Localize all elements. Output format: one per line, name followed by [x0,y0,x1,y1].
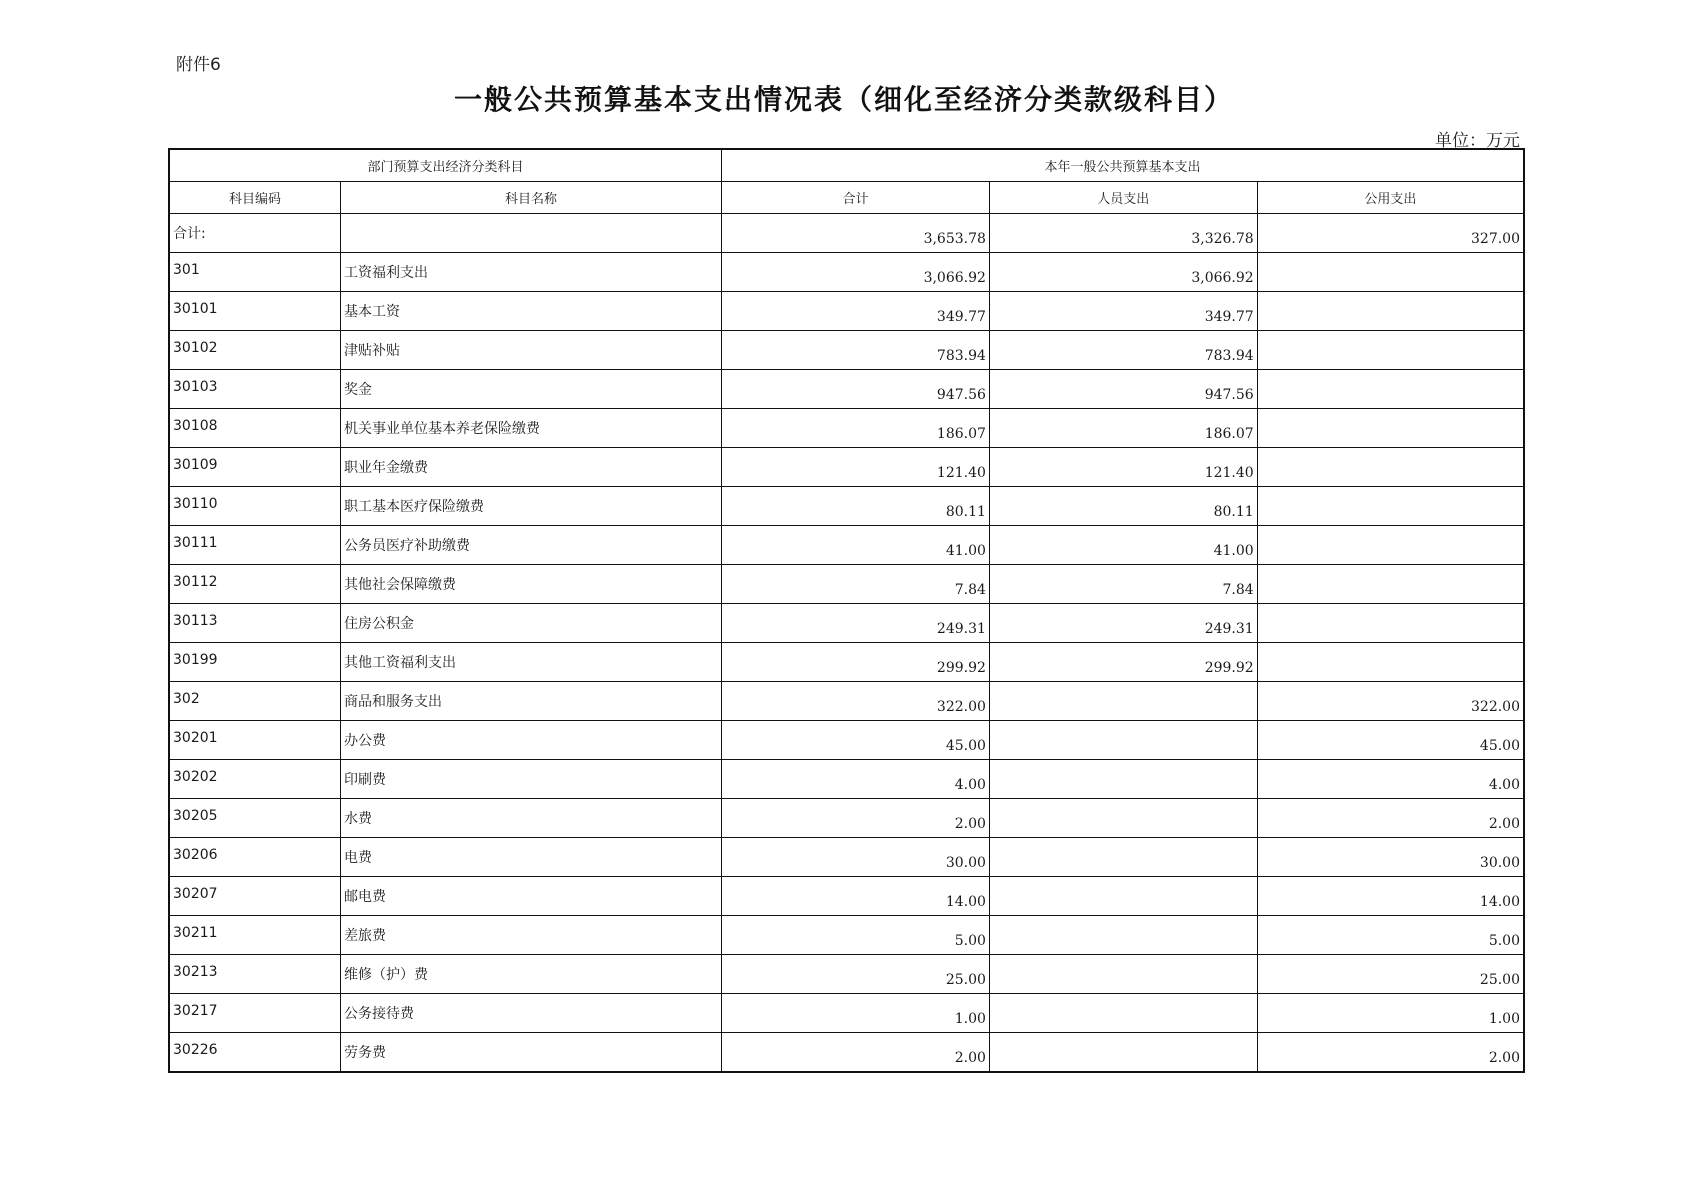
cell-public [1257,604,1524,643]
cell-name: 印刷费 [341,760,722,799]
cell-public [1257,409,1524,448]
cell-personnel: 349.77 [989,292,1257,331]
cell-total: 7.84 [722,565,990,604]
table-row [169,877,1524,916]
cell-name: 劳务费 [341,1033,722,1072]
cell-personnel [989,682,1257,721]
cell-name: 其他工资福利支出 [341,643,722,682]
cell-public [1257,292,1524,331]
cell-personnel: 299.92 [989,643,1257,682]
cell-code: 30217 [169,994,341,1033]
attachment-label: 附件6 [176,55,221,75]
cell-code: 30202 [169,760,341,799]
table-row [169,604,1524,643]
cell-personnel [989,799,1257,838]
cell-code: 30205 [169,799,341,838]
cell-personnel [989,760,1257,799]
cell-name: 职业年金缴费 [341,448,722,487]
cell-public: 1.00 [1257,994,1524,1033]
cell-name: 机关事业单位基本养老保险缴费 [341,409,722,448]
table-header [169,149,1524,214]
cell-total: 322.00 [722,682,990,721]
table-row [169,565,1524,604]
cell-public: 2.00 [1257,1033,1524,1072]
table-row [169,955,1524,994]
table-row [169,526,1524,565]
cell-total: 299.92 [722,643,990,682]
cell-name: 差旅费 [341,916,722,955]
cell-total: 2.00 [722,1033,990,1072]
cell-public [1257,643,1524,682]
cell-total: 41.00 [722,526,990,565]
cell-name: 邮电费 [341,877,722,916]
cell-public [1257,526,1524,565]
cell-personnel: 80.11 [989,487,1257,526]
cell-code: 30113 [169,604,341,643]
column-header-name: 科目名称 [341,182,722,214]
table-row [169,643,1524,682]
cell-code: 30101 [169,292,341,331]
table-row [169,799,1524,838]
cell-public: 4.00 [1257,760,1524,799]
cell-name: 办公费 [341,721,722,760]
cell-code: 30226 [169,1033,341,1072]
cell-public: 322.00 [1257,682,1524,721]
table-row [169,331,1524,370]
cell-personnel [989,955,1257,994]
budget-table [168,148,1525,1073]
cell-total: 80.11 [722,487,990,526]
cell-public [1257,370,1524,409]
cell-personnel [989,994,1257,1033]
cell-total: 14.00 [722,877,990,916]
cell-personnel: 947.56 [989,370,1257,409]
cell-total: 5.00 [722,916,990,955]
cell-personnel [989,877,1257,916]
cell-total: 349.77 [722,292,990,331]
column-header-personnel: 人员支出 [989,182,1257,214]
cell-name: 公务员医疗补助缴费 [341,526,722,565]
cell-public [1257,253,1524,292]
cell-total: 186.07 [722,409,990,448]
table-row [169,448,1524,487]
cell-name: 奖金 [341,370,722,409]
table-row-total [169,214,1524,253]
group-header-expenditure: 本年一般公共预算基本支出 [722,149,1524,182]
cell-code: 30111 [169,526,341,565]
cell-total: 3,066.92 [722,253,990,292]
table-row [169,916,1524,955]
cell-total: 45.00 [722,721,990,760]
cell-public: 45.00 [1257,721,1524,760]
cell-total: 3,653.78 [722,214,990,253]
cell-code: 30108 [169,409,341,448]
cell-total: 4.00 [722,760,990,799]
table-row [169,760,1524,799]
table-row [169,1033,1524,1072]
cell-name: 津贴补贴 [341,331,722,370]
cell-code: 30207 [169,877,341,916]
cell-code: 30102 [169,331,341,370]
cell-code: 30213 [169,955,341,994]
table-row [169,253,1524,292]
table-body [169,214,1524,1072]
cell-name: 电费 [341,838,722,877]
cell-name: 水费 [341,799,722,838]
cell-personnel [989,1033,1257,1072]
table-row [169,487,1524,526]
cell-code: 合计: [169,214,341,253]
table-row [169,721,1524,760]
cell-personnel: 3,066.92 [989,253,1257,292]
cell-total: 947.56 [722,370,990,409]
cell-code: 30103 [169,370,341,409]
cell-public: 30.00 [1257,838,1524,877]
column-header-code: 科目编码 [169,182,341,214]
table-row [169,994,1524,1033]
cell-personnel: 249.31 [989,604,1257,643]
cell-name: 其他社会保障缴费 [341,565,722,604]
cell-public: 327.00 [1257,214,1524,253]
cell-code: 30211 [169,916,341,955]
table-row [169,838,1524,877]
cell-code: 30206 [169,838,341,877]
table-row [169,370,1524,409]
cell-public: 2.00 [1257,799,1524,838]
cell-personnel [989,721,1257,760]
cell-personnel: 186.07 [989,409,1257,448]
cell-total: 25.00 [722,955,990,994]
cell-public [1257,448,1524,487]
cell-name: 维修（护）费 [341,955,722,994]
cell-total: 783.94 [722,331,990,370]
unit-label: 单位：万元 [1435,131,1520,151]
cell-name: 商品和服务支出 [341,682,722,721]
cell-total: 2.00 [722,799,990,838]
cell-public: 25.00 [1257,955,1524,994]
cell-total: 249.31 [722,604,990,643]
cell-name: 住房公积金 [341,604,722,643]
cell-public [1257,331,1524,370]
cell-code: 301 [169,253,341,292]
cell-code: 30112 [169,565,341,604]
cell-public: 5.00 [1257,916,1524,955]
column-header-total: 合计 [722,182,990,214]
cell-code: 30110 [169,487,341,526]
cell-personnel: 41.00 [989,526,1257,565]
cell-name: 工资福利支出 [341,253,722,292]
cell-code: 30201 [169,721,341,760]
table-row [169,682,1524,721]
cell-name: 公务接待费 [341,994,722,1033]
cell-personnel [989,916,1257,955]
cell-total: 121.40 [722,448,990,487]
cell-total: 30.00 [722,838,990,877]
cell-personnel: 783.94 [989,331,1257,370]
cell-public [1257,565,1524,604]
column-header-public: 公用支出 [1257,182,1524,214]
cell-name: 职工基本医疗保险缴费 [341,487,722,526]
group-header-classification: 部门预算支出经济分类科目 [169,149,722,182]
cell-code: 302 [169,682,341,721]
cell-name: 基本工资 [341,292,722,331]
page-title: 一般公共预算基本支出情况表（细化至经济分类款级科目） [453,83,1234,116]
cell-code: 30109 [169,448,341,487]
cell-personnel [989,838,1257,877]
cell-public [1257,487,1524,526]
cell-name [341,214,722,253]
cell-personnel: 7.84 [989,565,1257,604]
table-row [169,409,1524,448]
cell-personnel: 121.40 [989,448,1257,487]
cell-code: 30199 [169,643,341,682]
table-row [169,292,1524,331]
cell-personnel: 3,326.78 [989,214,1257,253]
cell-public: 14.00 [1257,877,1524,916]
cell-total: 1.00 [722,994,990,1033]
